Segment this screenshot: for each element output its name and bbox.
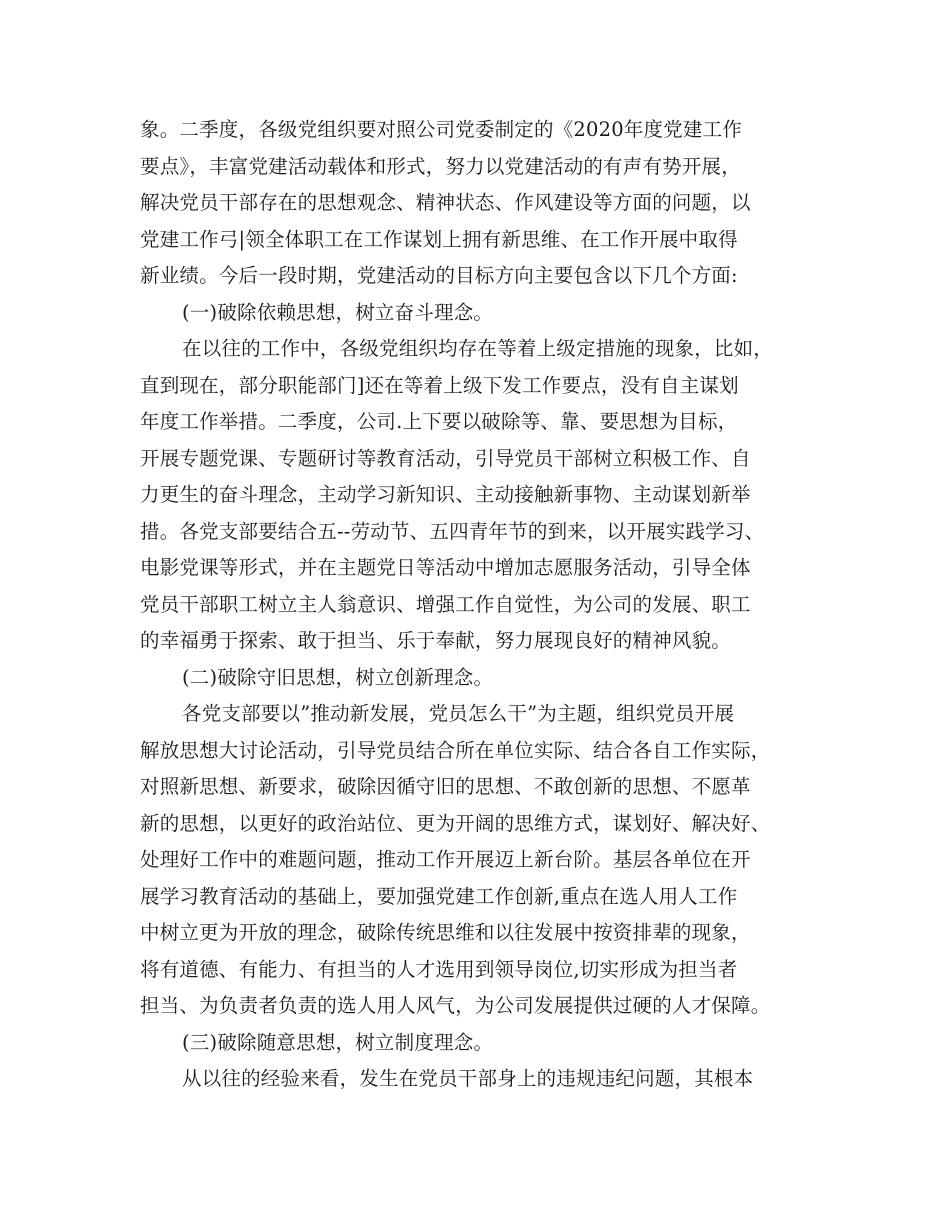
section-heading: (二)破除守旧思想，树立创新理念。: [182, 665, 494, 689]
paragraph-start: 在以往的工作中，各级党组织均存在等着上级定措施的现象，比如，: [182, 337, 774, 360]
text-line: 年度工作举措。二季度，公司.上下要以破除等、靠、要思想为目标，: [140, 410, 738, 433]
text-line: 解放思想大讨论活动，引导党员结合所在单位实际、结合各自工作实际，: [140, 738, 771, 762]
body-text: [140, 112, 830, 1098]
paragraph-start: 从以往的经验来看，发生在党员干部身上的违规违纪问题，其根本: [182, 1067, 754, 1090]
text-line: 新业绩。今后一段时期，党建活动的目标方向主要包含以下几个方面:: [140, 264, 738, 287]
text-line: 党员干部职工树立主人翁意识、增强工作自觉性，为公司的发展、职工: [140, 592, 751, 616]
text-line: 的幸福勇于探索、敢于担当、乐于奉献，努力展现良好的精神风貌。: [140, 629, 732, 652]
text-line: 展学习教育活动的基础上，要加强党建工作创新,重点在选人用人工作: [140, 884, 738, 908]
text-line: 措。各党支部要结合五--劳动节、五四青年节的到来，以开展实践学习、: [140, 519, 765, 543]
text-line: 处理好工作中的难题问题，推动工作开展迈上新台阶。基层各单位在开: [140, 848, 751, 871]
text-line: 中树立更为开放的理念，破除传统思维和以往发展中按资排辈的现象，: [140, 921, 751, 944]
text-line: 党建工作弓|领全体职工在工作谋划上拥有新思维、在工作开展中取得: [140, 227, 738, 251]
text-line: 对照新思想、新要求，破除因循守旧的思想、不敢创新的思想、不愿革: [140, 775, 751, 798]
text-line: 直到现在，部分职能部门]还在等着上级下发工作要点，没有自主谋划: [140, 373, 739, 397]
text-line: 担当、为负责者负责的选人用人风气，为公司发展提供过硬的人才保障。: [140, 994, 771, 1017]
text-line: 新的思想，以更好的政治站位、更为开阔的思维方式，谋划好、解决好、: [140, 811, 771, 835]
text-line: 电影党课等形式，并在主题党日等活动中增加志愿服务活动，引导全体: [140, 556, 751, 579]
text-line: 象。二季度，各级党组织要对照公司党委制定的《2020年度党建工作: [140, 118, 743, 141]
text-line: 解决党员干部存在的思想观念、精神状态、作风建设等方面的问题，以: [140, 191, 751, 214]
section-heading: (一)破除依赖思想，树立奋斗理念。: [182, 300, 494, 324]
text-line: 开展专题党课、专题研讨等教育活动，引导党员干部树立积极工作、自: [140, 446, 751, 470]
text-line: 要点》，丰富党建活动载体和形式，努力以党建活动的有声有势开展，: [140, 154, 741, 178]
text-line: 力更生的奋斗理念，主动学习新知识、主动接触新事物、主动谋划新举: [140, 483, 751, 506]
section-heading: (三)破除随意思想，树立制度理念。: [182, 1030, 494, 1054]
text-line: 将有道德、有能力、有担当的人才选用到领导岗位,切实形成为担当者: [140, 957, 738, 981]
paragraph-start: 各党支部要以”推动新发展，党员怎么干”为主题，组织党员开展: [182, 702, 735, 725]
